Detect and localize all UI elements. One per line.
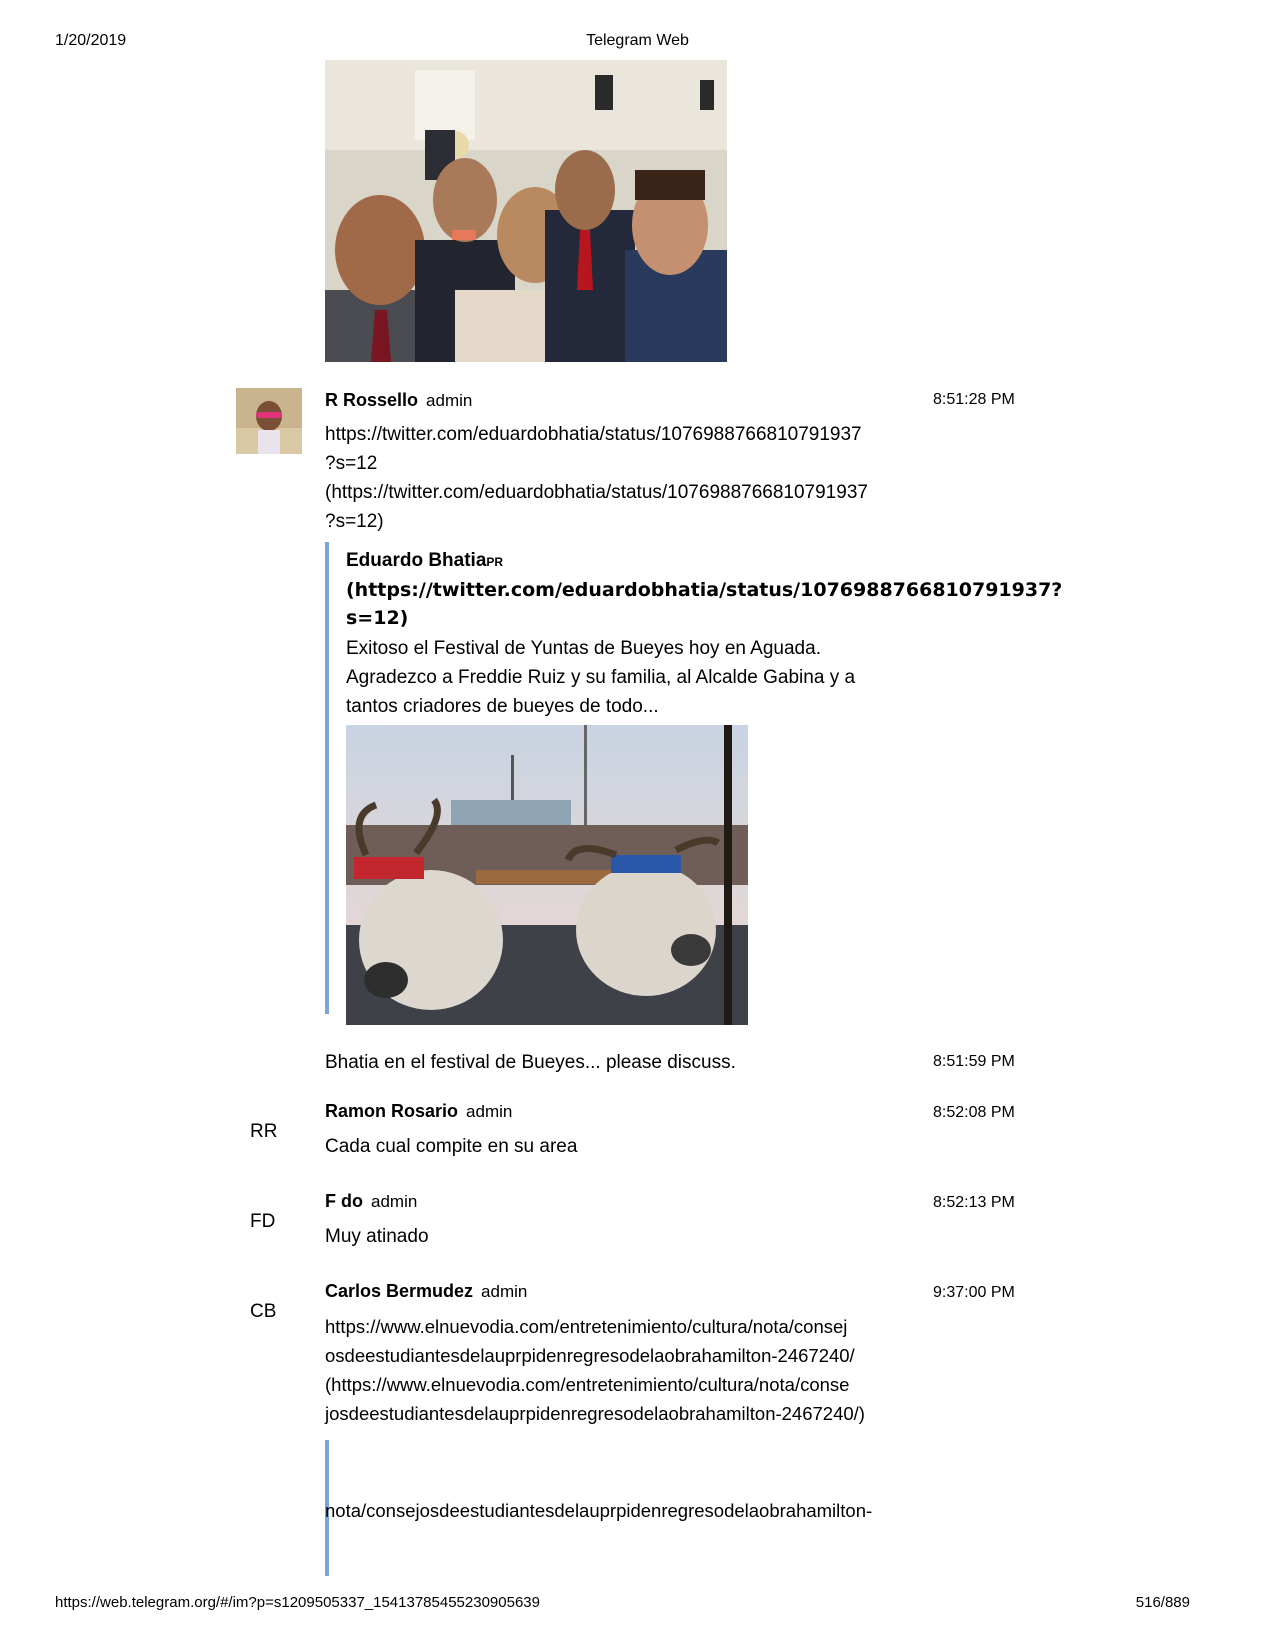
avatar-initials[interactable]: CB xyxy=(250,1301,277,1322)
message-time: 9:37:00 PM xyxy=(933,1284,1015,1301)
message-link[interactable]: osdeestudiantesdelauprpidenregresodelaobrahamilton-2467240/ xyxy=(325,1345,855,1366)
print-date: 1/20/2019 xyxy=(55,32,127,49)
message-link[interactable]: (https://www.elnuevodia.com/entretenimiento/cultura/nota/conse xyxy=(325,1374,850,1395)
oxen-festival-photo[interactable] xyxy=(346,725,748,1025)
preview-link-fragment[interactable]: nota/consejosdeestudiantesdelauprpidenregresodelaobrahamilton- xyxy=(325,1500,873,1521)
message-time: 8:52:08 PM xyxy=(933,1104,1015,1121)
message-link[interactable]: josdeestudiantesdelauprpidenregresodelaobrahamilton-2467240/) xyxy=(325,1403,865,1424)
message-link[interactable]: ?s=12) xyxy=(325,511,384,532)
avatar-initials[interactable]: RR xyxy=(250,1121,278,1142)
message-text xyxy=(325,1312,865,1428)
quote-bar xyxy=(325,542,329,1014)
message-link[interactable]: https://www.elnuevodia.com/entretenimiento/cultura/nota/consej xyxy=(325,1316,848,1337)
message-time: 8:51:28 PM xyxy=(933,391,1015,408)
sender-name[interactable]: F do xyxy=(325,1191,363,1211)
message-header xyxy=(325,1281,527,1302)
message-text: Cada cual compite en su area xyxy=(325,1136,578,1157)
sender-role: admin xyxy=(466,1102,513,1121)
message-header xyxy=(325,1191,417,1212)
message-text: Bhatia en el festival de Bueyes... please discuss. xyxy=(325,1052,736,1073)
preview-link[interactable]: (https://twitter.com/eduardobhatia/status/1076988766810791937? s=12) xyxy=(346,579,1063,629)
sender-name[interactable]: R Rossello xyxy=(325,390,419,410)
message-header xyxy=(325,390,472,411)
preview-author: Eduardo BhatiaPR xyxy=(346,550,504,571)
sender-role: admin xyxy=(481,1282,528,1301)
message-text xyxy=(325,420,868,536)
message-time: 8:51:59 PM xyxy=(933,1053,1015,1070)
sender-name[interactable]: Carlos Bermudez xyxy=(325,1281,474,1301)
sender-name[interactable]: Ramon Rosario xyxy=(325,1101,459,1121)
message-link[interactable]: ?s=12 xyxy=(325,453,378,474)
message-header xyxy=(325,1101,512,1122)
group-selfie-photo[interactable] xyxy=(325,60,727,362)
avatar[interactable] xyxy=(236,388,302,454)
sender-role: admin xyxy=(426,391,473,410)
page-number: 516/889 xyxy=(1135,1594,1190,1611)
page-title: Telegram Web xyxy=(586,32,689,49)
avatar-initials[interactable]: FD xyxy=(250,1211,276,1232)
message-link[interactable]: https://twitter.com/eduardobhatia/status/1076988766810791937 xyxy=(325,424,862,445)
message-link[interactable]: (https://twitter.com/eduardobhatia/status/1076988766810791937 xyxy=(325,482,868,503)
message-time: 8:52:13 PM xyxy=(933,1194,1015,1211)
page-url: https://web.telegram.org/#/im?p=s1209505337_15413785455230905639 xyxy=(55,1594,540,1611)
preview-text: Exitoso el Festival de Yuntas de Bueyes hoy en Aguada. Agradezco a Freddie Ruiz y su familia, al Alcalde Gabina y a tantos criadores de bueyes de todo... xyxy=(346,638,856,717)
message-text: Muy atinado xyxy=(325,1226,429,1247)
sender-role: admin xyxy=(371,1192,418,1211)
